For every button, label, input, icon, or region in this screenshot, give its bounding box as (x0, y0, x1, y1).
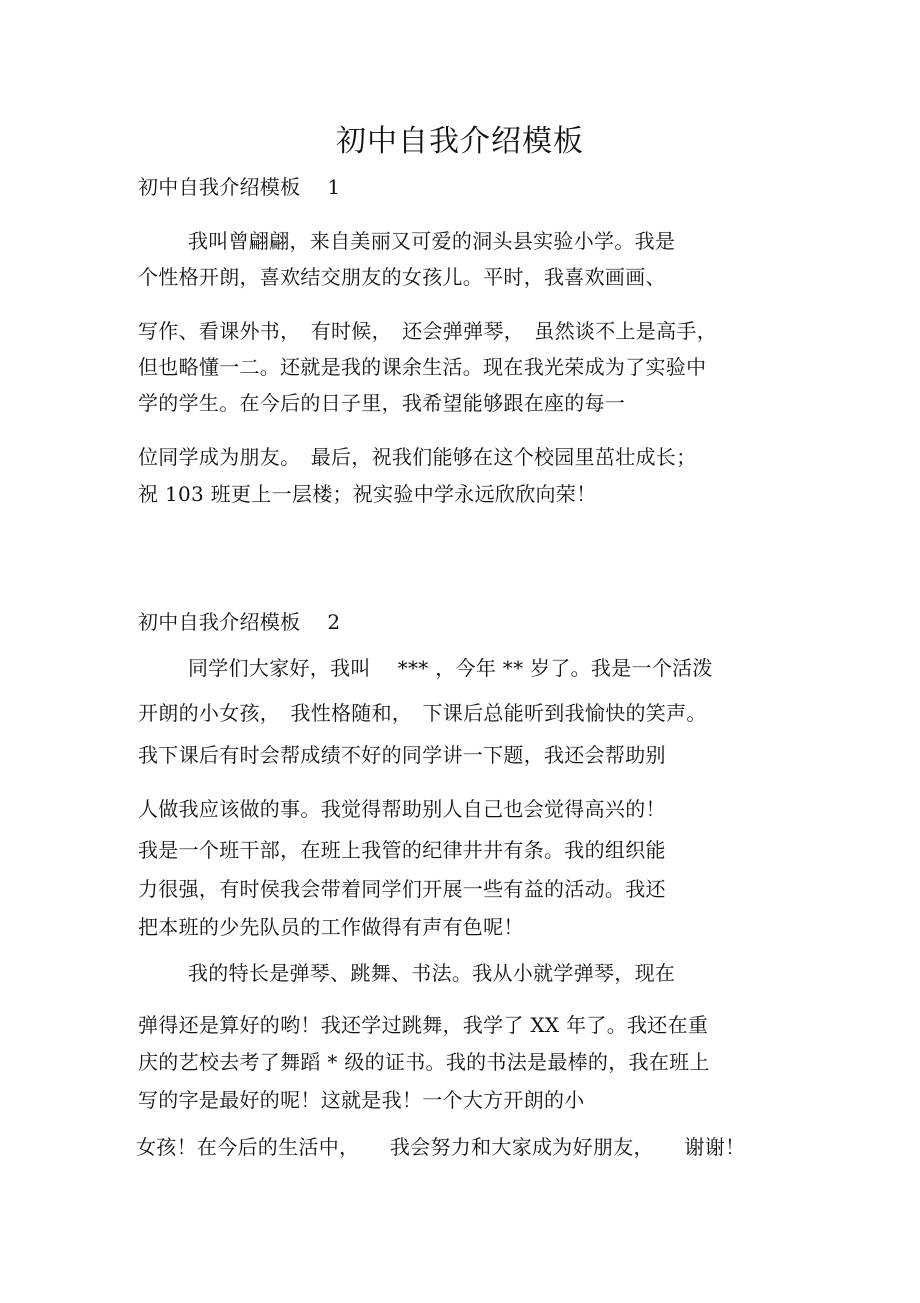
paragraph-line: 女孩！在今后的生活中， 我会努力和大家成为好朋友， 谢谢！ (136, 1135, 746, 1159)
paragraph-line: 弹得还是算好的哟！我还学过跳舞，我学了 XX 年了。我还在重 (138, 1013, 709, 1037)
paragraph-line: 祝 103 班更上一层楼；祝实验中学永远欣欣向荣！ (138, 482, 597, 506)
paragraph-line: 我叫曾翩翩，来自美丽又可爱的洞头县实验小学。我是 (188, 229, 676, 253)
paragraph-line: 力很强，有时侯我会带着同学们开展一些有益的活动。我还 (138, 877, 666, 901)
paragraph-line: 位同学成为朋友。 最后，祝我们能够在这个校园里茁壮成长； (138, 445, 697, 469)
paragraph-line: 把本班的少先队员的工作做得有声有色呢！ (138, 915, 524, 939)
paragraph-line: 同学们大家好，我叫 *** ，今年 ** 岁了。我是一个活泼 (188, 656, 713, 680)
paragraph-line: 写作、看课外书， 有时候， 还会弹弹琴， 虽然谈不上是高手， (138, 319, 717, 343)
paragraph-line: 但也略懂一二。还就是我的课余生活。现在我光荣成为了实验中 (138, 355, 707, 379)
paragraph-line: 人做我应该做的事。我觉得帮助别人自己也会觉得高兴的！ (138, 797, 666, 821)
paragraph-line: 我的特长是弹琴、跳舞、书法。我从小就学弹琴，现在 (188, 961, 676, 985)
paragraph-line: 个性格开朗，喜欢结交朋友的女孩儿。平时，我喜欢画画、 (138, 265, 666, 289)
paragraph-line: 学的学生。在今后的日子里，我希望能够跟在座的每一 (138, 391, 626, 415)
paragraph-line: 庆的艺校去考了舞蹈 * 级的证书。我的书法是最棒的，我在班上 (138, 1050, 710, 1074)
paragraph-line: 我是一个班干部，在班上我管的纪律井井有条。我的组织能 (138, 838, 666, 862)
paragraph-line: 写的字是最好的呢！这就是我！一个大方开朗的小 (138, 1088, 585, 1112)
paragraph-line: 开朗的小女孩， 我性格随和， 下课后总能听到我愉快的笑声。 (138, 701, 707, 725)
section-1-heading: 初中自我介绍模板 1 (138, 175, 341, 199)
section-2-heading: 初中自我介绍模板 2 (138, 610, 341, 634)
paragraph-line: 我下课后有时会帮成绩不好的同学讲一下题，我还会帮助别 (138, 743, 666, 767)
page-title: 初中自我介绍模板 (336, 124, 584, 159)
